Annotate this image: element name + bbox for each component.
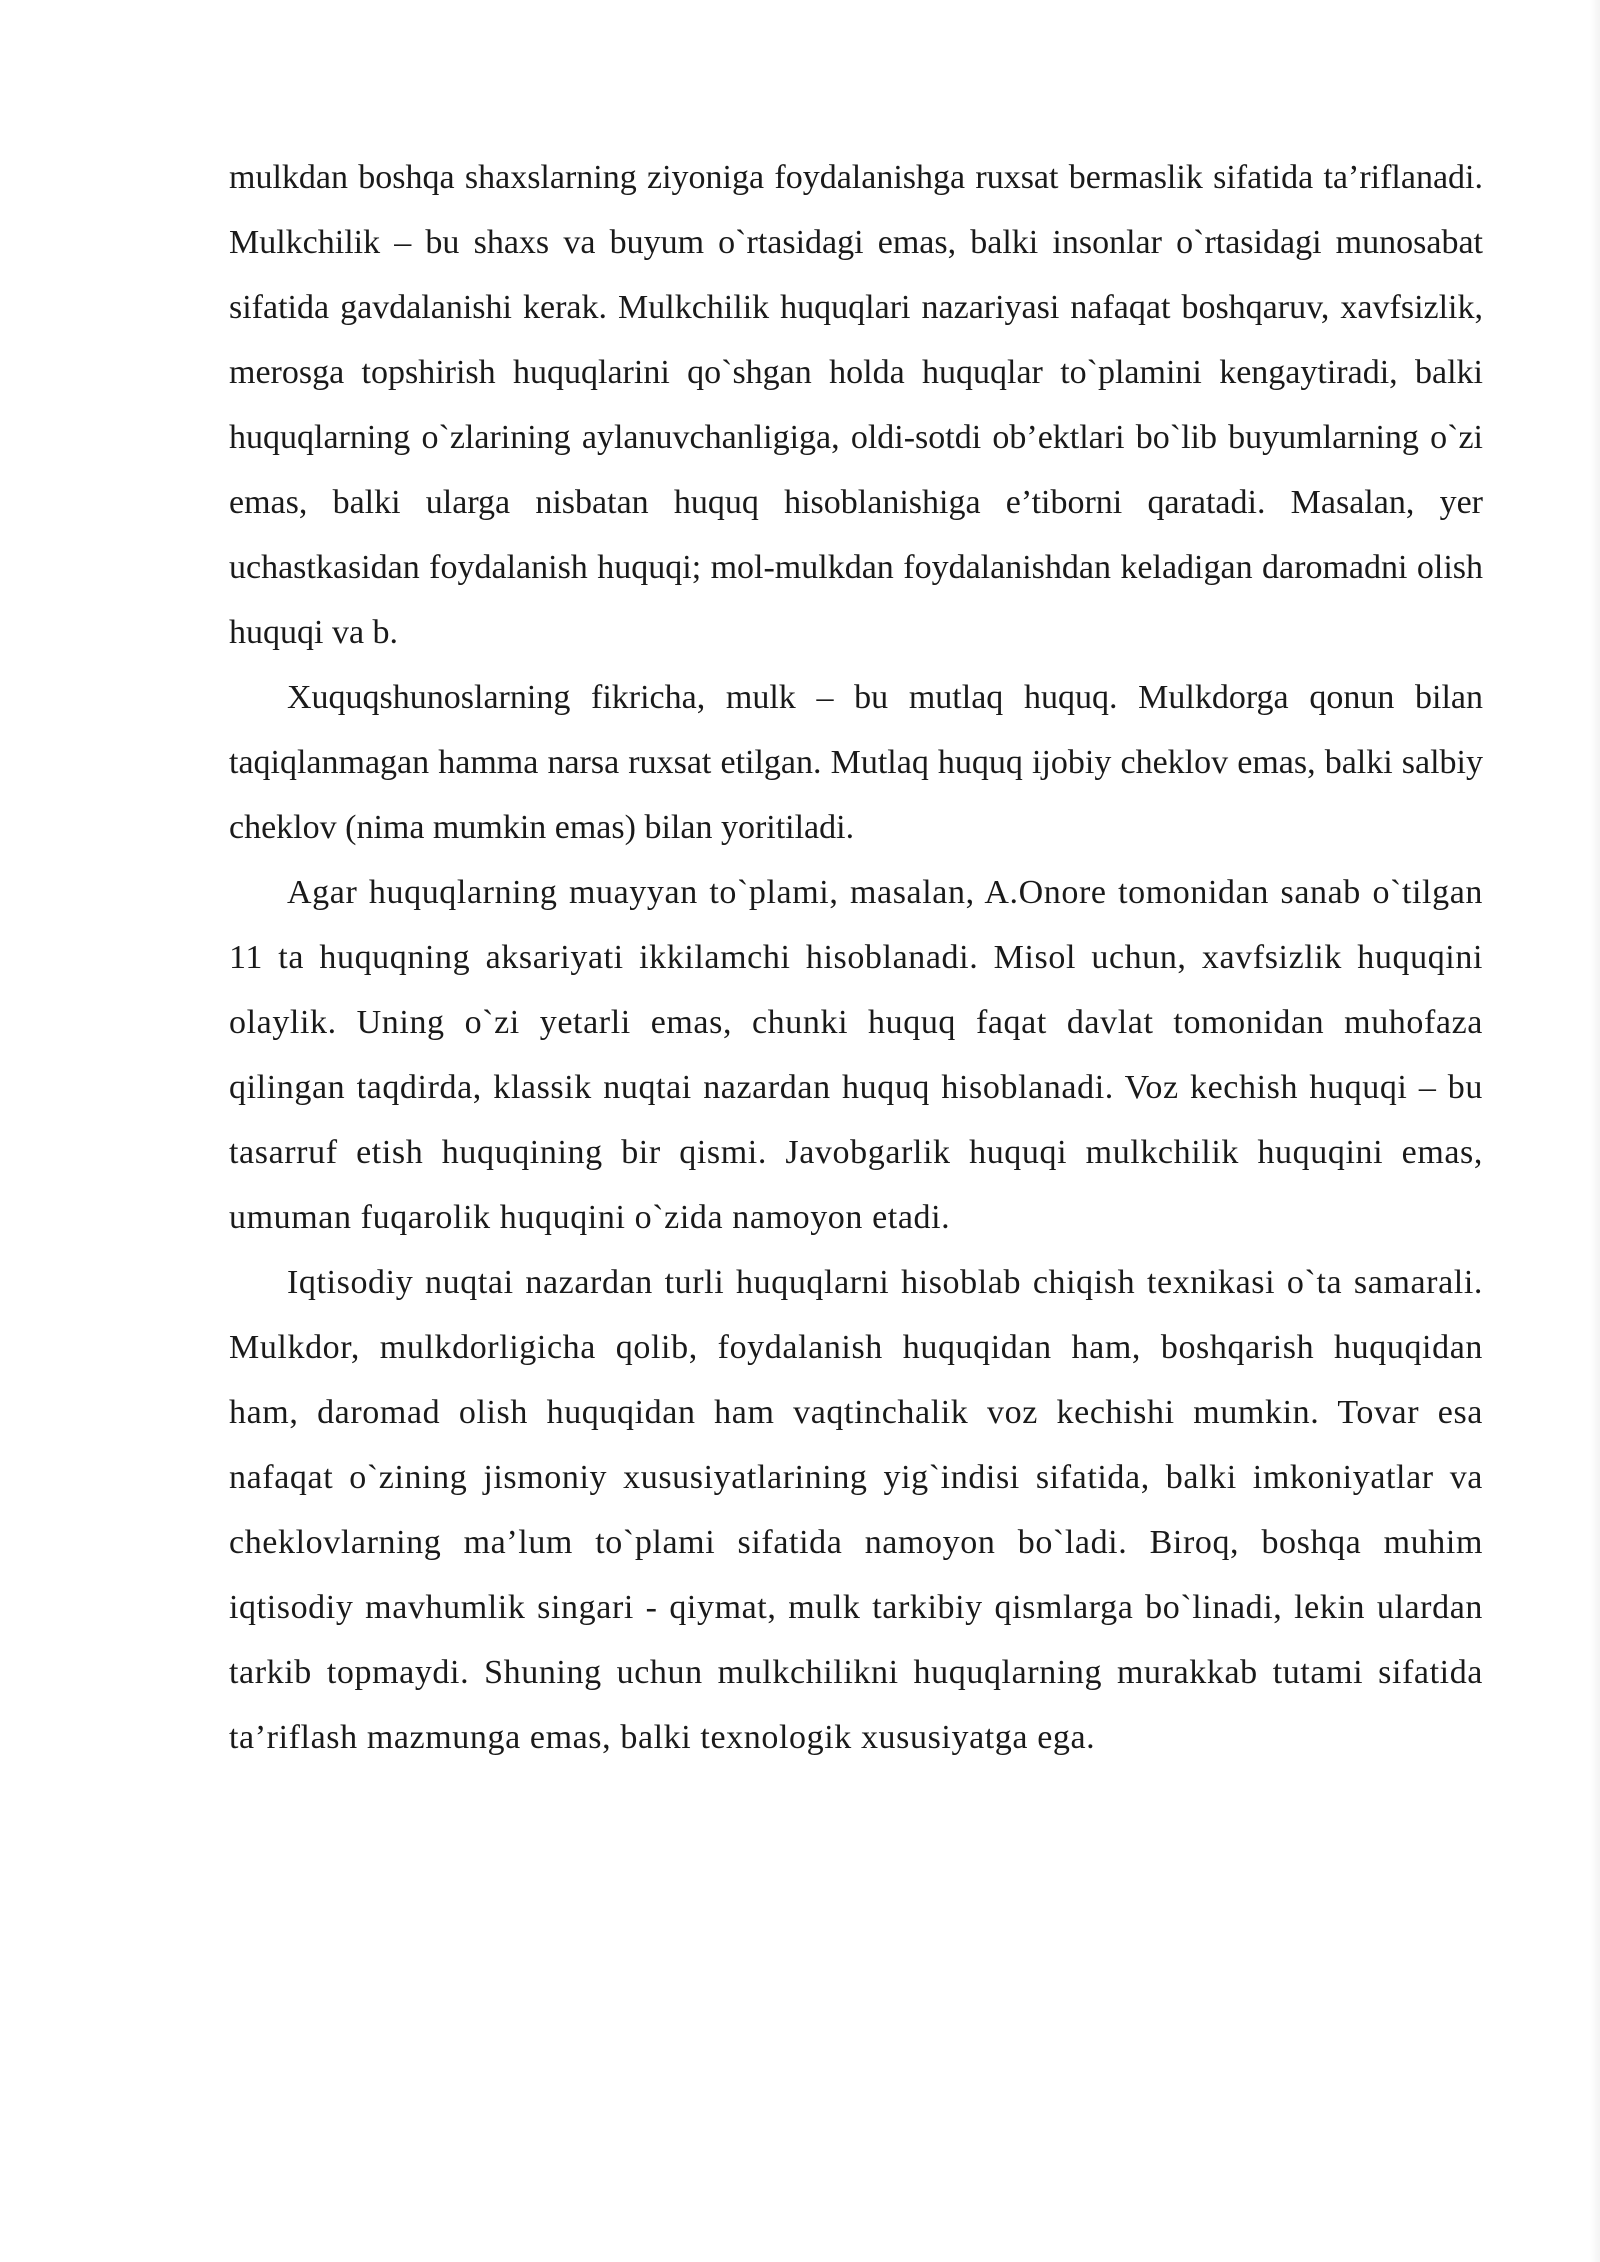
document-body: [229, 145, 1483, 1770]
paragraph-4: Iqtisodiy nuqtai nazardan turli huquqlarni hisoblab chiqish texnikasi o`ta samarali. Mulkdor, mulkdorligicha qolib, foydalanish huquqidan ham, boshqarish huquqidan ham, daromad olish huquqidan ham vaqtinchalik voz kechishi mumkin. Tovar esa nafaqat o`zining jismoniy xususiyatlarining yig`indisi sifatida, balki imkoniyatlar va cheklovlarning ma’lum to`plami sifatida namoyon bo`ladi. Biroq, boshqa muhim iqtisodiy mavhumlik singari - qiymat, mulk tarkibiy qismlarga bo`linadi, lekin ulardan tarkib topmaydi. Shuning uchun mulkchilikni huquqlarning murakkab tutami sifatida ta’riflash mazmunga emas, balki texnologik xususiyatga ega.: [229, 1264, 1483, 1756]
page-edge-shadow: [1590, 0, 1600, 2262]
paragraph-3: Agar huquqlarning muayyan to`plami, masalan, A.Onore tomonidan sanab o`tilgan 11 ta huquqning aksariyati ikkilamchi hisoblanadi. Misol uchun, xavfsizlik huquqini olaylik. Uning o`zi yetarli emas, chunki huquq faqat davlat tomonidan muhofaza qilingan taqdirda, klassik nuqtai nazardan huquq hisoblanadi. Voz kechish huquqi – bu tasarruf etish huquqining bir qismi. Javobgarlik huquqi mulkchilik huquqini emas, umuman fuqarolik huquqini o`zida namoyon etadi.: [229, 874, 1483, 1236]
paragraph-2: Xuquqshunoslarning fikricha, mulk – bu mutlaq huquq. Mulkdorga qonun bilan taqiqlanmagan hamma narsa ruxsat etilgan. Mutlaq huquq ijobiy cheklov emas, balki salbiy cheklov (nima mumkin emas) bilan yoritiladi.: [229, 679, 1483, 846]
paragraph-1: mulkdan boshqa shaxslarning ziyoniga foydalanishga ruxsat bermaslik sifatida ta’riflanadi. Mulkchilik – bu shaxs va buyum o`rtasidagi emas, balki insonlar o`rtasidagi munosabat sifatida gavdalanishi kerak. Mulkchilik huquqlari nazariyasi nafaqat boshqaruv, xavfsizlik, merosga topshirish huquqlarini qo`shgan holda huquqlar to`plamini kengaytiradi, balki huquqlarning o`zlarining aylanuvchanligiga, oldi-sotdi ob’ektlari bo`lib buyumlarning o`zi emas, balki ularga nisbatan huquq hisoblanishiga e’tiborni qaratadi. Masalan, yer uchastkasidan foydalanish huquqi; mol-mulkdan foydalanishdan keladigan daromadni olish huquqi va b.: [229, 159, 1483, 651]
